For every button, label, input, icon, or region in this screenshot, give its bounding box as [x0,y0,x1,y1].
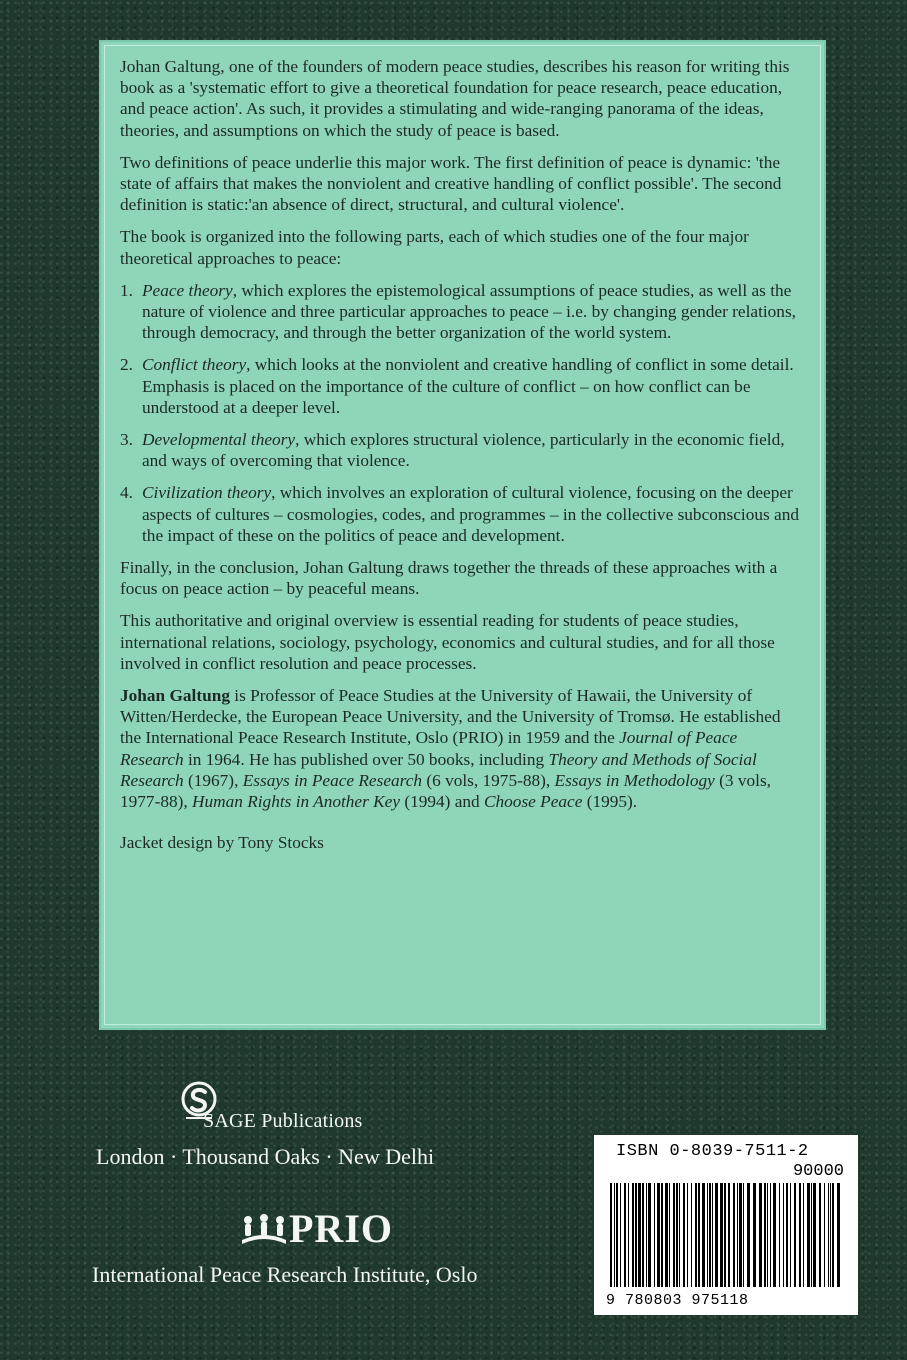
barcode-bar [824,1183,825,1287]
audience-paragraph: This authoritative and original overview is essential reading for students of peace studies, international relations, sociology, psychology, economics and cultural studies, and for all those involved in conflict resolution and peace processes. [120,611,775,673]
barcode-bar [832,1183,834,1287]
barcode-bar [830,1183,831,1287]
parts-list [120,280,804,546]
barcode-bar [610,1183,612,1287]
conclusion-paragraph: Finally, in the conclusion, Johan Galtung draws together the threads of these approaches with a focus on peace action – by peaceful means. [120,558,778,599]
bio-text: (6 vols, 1975-88), [422,770,555,790]
prio-name: PRIO [289,1206,393,1251]
barcode-bar [679,1183,680,1287]
barcode-bar [813,1183,816,1287]
list-item [120,429,804,471]
part-description: , which explores the epistemological assumptions of peace studies, as well as the nature of violence and three particular approaches to peace – i.e. by changing gender relations, through democracy, and through the better organization of the world system. [142,280,796,343]
barcode-bar [648,1183,651,1287]
jacket-credit: Jacket design by Tony Stocks [120,833,324,853]
author-name: Johan Galtung [120,686,230,706]
ean-number: 9 780803 975118 [606,1292,749,1309]
barcode-bar [702,1183,705,1287]
barcode-bar [799,1183,801,1287]
barcode-bar [753,1183,756,1287]
barcode-bar [646,1183,647,1287]
barcode-bar [676,1183,678,1287]
prio-logo-icon [240,1210,288,1248]
barcode-bar [715,1183,718,1287]
organization-paragraph: The book is organized into the following parts, each of which studies one of the four major theoretical approaches to peace: [120,227,749,268]
price-code: 90000 [792,1162,844,1181]
barcode-bar [790,1183,791,1287]
bio-text: (1967), [183,770,243,790]
barcode-bar [724,1183,726,1287]
barcode-bar [665,1183,668,1287]
barcode-bar [673,1183,675,1287]
barcode-bar [720,1183,723,1287]
barcode-bar [759,1183,762,1287]
barcode-bar [743,1183,744,1287]
barcode-bar [764,1183,766,1287]
bio-title: Essays in Methodology [554,770,715,790]
list-number: 2. [120,355,133,375]
barcode-bar [661,1183,663,1287]
barcode-bar [695,1183,697,1287]
blurb-panel [99,40,826,1030]
bio-text: (1995). [582,792,638,812]
list-number: 1. [120,280,133,300]
barcode-bar [828,1183,829,1287]
list-number: 4. [120,483,133,503]
sage-cities: London · Thousand Oaks · New Delhi [96,1144,435,1169]
barcode-bar [747,1183,750,1287]
barcode-bar [737,1183,738,1287]
barcode-bar [819,1183,821,1287]
barcode-bar [683,1183,685,1287]
barcode-bar [628,1183,629,1287]
bio-text: (3 vols, 1977-88), [120,770,771,812]
list-item [120,280,804,344]
part-title: Conflict theory [142,355,247,375]
barcode-bar [624,1183,626,1287]
barcode-bar [691,1183,692,1287]
barcode-bar [739,1183,742,1287]
barcode-bar [709,1183,711,1287]
intro-paragraph: Johan Galtung, one of the founders of modern peace studies, describes his reason for writing this book as a 'systematic effort to give a theoretical foundation for peace research, peace education, and peace action'. As such, it provides a stimulating and wide-ranging panorama of the ideas, theories, and assumptions on which the study of peace is based. [120,57,790,140]
bio-text: is Professor of Peace Studies at the University of Hawaii, the University of Witten/Herdecke, the European Peace University, and the University of Tromsø. He established the International Peace Research Institute, Oslo (PRIO) in 1959 and the [120,686,781,748]
list-number: 3. [120,430,133,450]
barcode-bar [728,1183,730,1287]
part-title: Developmental theory [142,430,296,450]
bio-text: in 1964. He has published over 50 books, including [183,749,549,769]
barcode-bar [712,1183,713,1287]
barcode-bar [811,1183,812,1287]
barcode-bars [608,1183,844,1289]
barcode-bar [657,1183,660,1287]
barcode-bar [794,1183,796,1287]
barcode-bar [707,1183,708,1287]
barcode-bar [773,1183,776,1287]
barcode-bar [803,1183,804,1287]
barcode-bar [669,1183,670,1287]
bio-title: Theory and Methods of Social Research [120,749,757,790]
part-description: , which involves an exploration of cultural violence, focusing on the deeper aspects of cultures – cosmologies, codes, and programmes – in the collective subconscious and the impact of these on the politics of peace and development. [142,483,799,545]
bio-title: Journal of Peace Research [120,728,738,769]
barcode-bar [687,1183,688,1287]
bio-title: Essays in Peace Research [242,770,423,790]
barcode-bar [698,1183,700,1287]
list-item [120,482,804,546]
prio-full-name: International Peace Research Institute, Oslo [92,1262,478,1287]
isbn-number: ISBN 0-8039-7511-2 [616,1142,809,1161]
barcode-bar [770,1183,771,1287]
barcode-bar [616,1183,618,1287]
bio-title: Choose Peace [484,792,583,812]
part-title: Peace theory [142,280,233,300]
barcode-bar [786,1183,788,1287]
barcode-bar [614,1183,615,1287]
barcode-bar [807,1183,810,1287]
barcode-bar [632,1183,634,1287]
list-item [120,354,804,418]
barcode-bar [767,1183,768,1287]
part-title: Civilization theory [142,483,272,503]
definitions-paragraph: Two definitions of peace underlie this major work. The first definition of peace is dynamic: 'the state of affairs that makes the nonviolent and creative handling of conflict possible'. The second definition is static:'an absence of direct, structural, and cultural violence'. [120,152,782,215]
barcode-label [594,1135,858,1315]
barcode-bar [642,1183,644,1287]
barcode-bar [620,1183,621,1287]
author-bio [120,685,804,812]
barcode-bar [638,1183,641,1287]
sage-publisher-name: SAGE Publications [203,1110,363,1132]
barcode-bar [654,1183,655,1287]
barcode-bar [635,1183,637,1287]
bio-text: (1994) and [400,792,484,812]
part-description: , which looks at the nonviolent and creative handling of conflict in some detail. Emphasis is placed on the importance of the culture of conflict – on how conflict can be understood at a deeper level. [142,355,794,417]
barcode-bar [837,1183,840,1287]
barcode-bar [783,1183,784,1287]
barcode-bar [733,1183,735,1287]
barcode-bar [779,1183,780,1287]
part-description: , which explores structural violence, particularly in the economic field, and ways of overcoming that violence. [142,430,785,471]
bio-title: Human Rights in Another Key [192,792,400,812]
